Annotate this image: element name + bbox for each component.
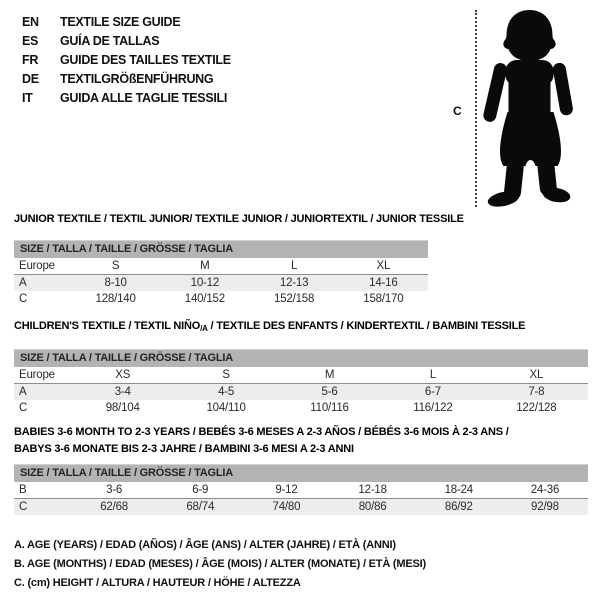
size-cell: 12-13	[279, 277, 309, 289]
size-cell: L	[429, 369, 437, 381]
language-list	[22, 13, 231, 108]
size-cell: M	[324, 369, 335, 381]
size-cell: 6-7	[424, 386, 441, 398]
junior-textile-table	[14, 213, 464, 307]
size-cell: 62/68	[100, 501, 128, 513]
junior-size-header-bar: SIZE / TALLA / TAILLE / GRÖSSE / TAGLIA	[14, 240, 428, 258]
language-row	[22, 13, 231, 32]
size-cell: M	[200, 260, 210, 272]
language-label: GUIDE DES TAILLES TEXTILE	[60, 53, 231, 67]
size-cell: 86/92	[444, 501, 473, 513]
footnote-line: C. (cm) HEIGHT / ALTURA / HAUTEUR / HÖHE / ALTEZZA	[14, 577, 301, 589]
babies-table-title	[14, 424, 588, 458]
size-cell: 152/158	[274, 293, 315, 305]
size-cell: 5-6	[321, 386, 338, 398]
children-size-header-bar: SIZE / TALLA / TAILLE / GRÖSSE / TAGLIA	[14, 349, 588, 367]
size-cell: 110/116	[310, 402, 349, 414]
footnote-legend	[14, 536, 426, 593]
size-cell: S	[111, 260, 120, 272]
row-label: A	[19, 386, 27, 398]
language-label: TEXTILGRÖßENFÜHRUNG	[60, 72, 214, 86]
size-cell: 6-9	[192, 484, 209, 496]
language-code: EN	[22, 15, 39, 29]
language-code: DE	[22, 72, 39, 86]
size-cell: XS	[115, 369, 131, 381]
babies-title-line-2: BABYS 3-6 MONATE BIS 2-3 JAHRE / BAMBINI 3-6 MESI A 2-3 ANNI	[14, 443, 354, 455]
table-row	[14, 482, 588, 499]
language-label: GUÍA DE TALLAS	[60, 34, 160, 48]
babies-textile-table	[14, 424, 588, 515]
height-measure-dotted-line	[475, 10, 477, 207]
size-cell: 9-12	[275, 484, 298, 496]
babies-table-rows	[14, 482, 588, 515]
babies-title-line-1: BABIES 3-6 MONTH TO 2-3 YEARS / BEBÉS 3-6 MESES A 2-3 AÑOS / BÉBÉS 3-6 MOIS À 2-3 ANS /	[14, 426, 509, 438]
size-cell: 24-36	[530, 484, 560, 496]
footnote-line: B. AGE (MONTHS) / EDAD (MESES) / ÂGE (MOIS) / ALTER (MONATE) / ETÀ (MESI)	[14, 558, 426, 570]
row-label: C	[19, 501, 28, 513]
size-cell: 140/152	[184, 293, 225, 305]
language-code: ES	[22, 34, 39, 48]
measure-label-c: C	[453, 104, 462, 118]
language-code: IT	[22, 91, 33, 105]
size-cell: S	[222, 369, 230, 381]
row-label: Europe	[19, 369, 55, 381]
children-title-subscript: /A	[200, 324, 208, 333]
children-table-rows	[14, 367, 588, 416]
language-code: FR	[22, 53, 39, 67]
junior-table-title: JUNIOR TEXTILE / TEXTIL JUNIOR/ TEXTILE JUNIOR / JUNIORTEXTIL / JUNIOR TESSILE	[14, 213, 464, 225]
size-cell: L	[291, 260, 298, 272]
children-title-prefix: CHILDREN'S TEXTILE / TEXTIL NIÑO	[14, 320, 201, 332]
size-cell: 74/80	[272, 501, 301, 513]
size-cell: 68/74	[186, 501, 215, 513]
size-cell: 122/128	[516, 402, 557, 414]
row-label: B	[19, 484, 27, 496]
size-cell: 98/104	[105, 402, 140, 414]
size-cell: 92/98	[531, 501, 559, 513]
children-title-suffix: / TEXTILE DES ENFANTS / KINDERTEXTIL / BAMBINI TESSILE	[207, 320, 526, 332]
table-row	[14, 275, 428, 291]
footnote-line: A. AGE (YEARS) / EDAD (AÑOS) / ÂGE (ANS) / ALTER (JAHRE) / ETÀ (ANNI)	[14, 539, 396, 551]
language-row	[22, 70, 231, 89]
baby-silhouette-image	[481, 8, 582, 208]
size-cell: 3-4	[114, 386, 131, 398]
row-label: A	[19, 277, 27, 289]
size-cell: 8-10	[104, 277, 127, 289]
size-cell: 10-12	[190, 277, 220, 289]
size-cell: 4-5	[218, 386, 235, 398]
size-cell: 80/86	[358, 501, 387, 513]
table-row	[14, 291, 428, 307]
size-cell: 7-8	[528, 386, 545, 398]
row-label: C	[19, 293, 28, 305]
language-label: TEXTILE SIZE GUIDE	[60, 15, 181, 29]
language-row	[22, 32, 231, 51]
size-cell: 128/140	[95, 293, 136, 305]
table-row	[14, 499, 588, 515]
row-label: Europe	[19, 260, 55, 272]
table-row	[14, 400, 588, 416]
size-cell: 12-18	[358, 484, 387, 496]
babies-size-header-bar: SIZE / TALLA / TAILLE / GRÖSSE / TAGLIA	[14, 464, 588, 482]
size-cell: 18-24	[444, 484, 473, 496]
language-label: GUIDA ALLE TAGLIE TESSILI	[60, 91, 228, 105]
children-textile-table	[14, 320, 588, 416]
size-cell: 104/110	[206, 402, 246, 414]
size-cell: XL	[529, 369, 544, 381]
size-cell: 116/122	[413, 402, 453, 414]
baby-silhouette-icon	[481, 8, 582, 208]
row-label: C	[19, 402, 28, 414]
size-cell: 14-16	[369, 277, 398, 289]
language-row	[22, 89, 231, 108]
table-row	[14, 367, 588, 384]
size-cell: 158/170	[363, 293, 404, 305]
junior-table-rows	[14, 258, 428, 307]
language-row	[22, 51, 231, 70]
table-row	[14, 258, 428, 275]
size-cell: 3-6	[106, 484, 123, 496]
children-table-title	[14, 320, 588, 335]
table-row	[14, 384, 588, 400]
size-cell: XL	[376, 260, 391, 272]
